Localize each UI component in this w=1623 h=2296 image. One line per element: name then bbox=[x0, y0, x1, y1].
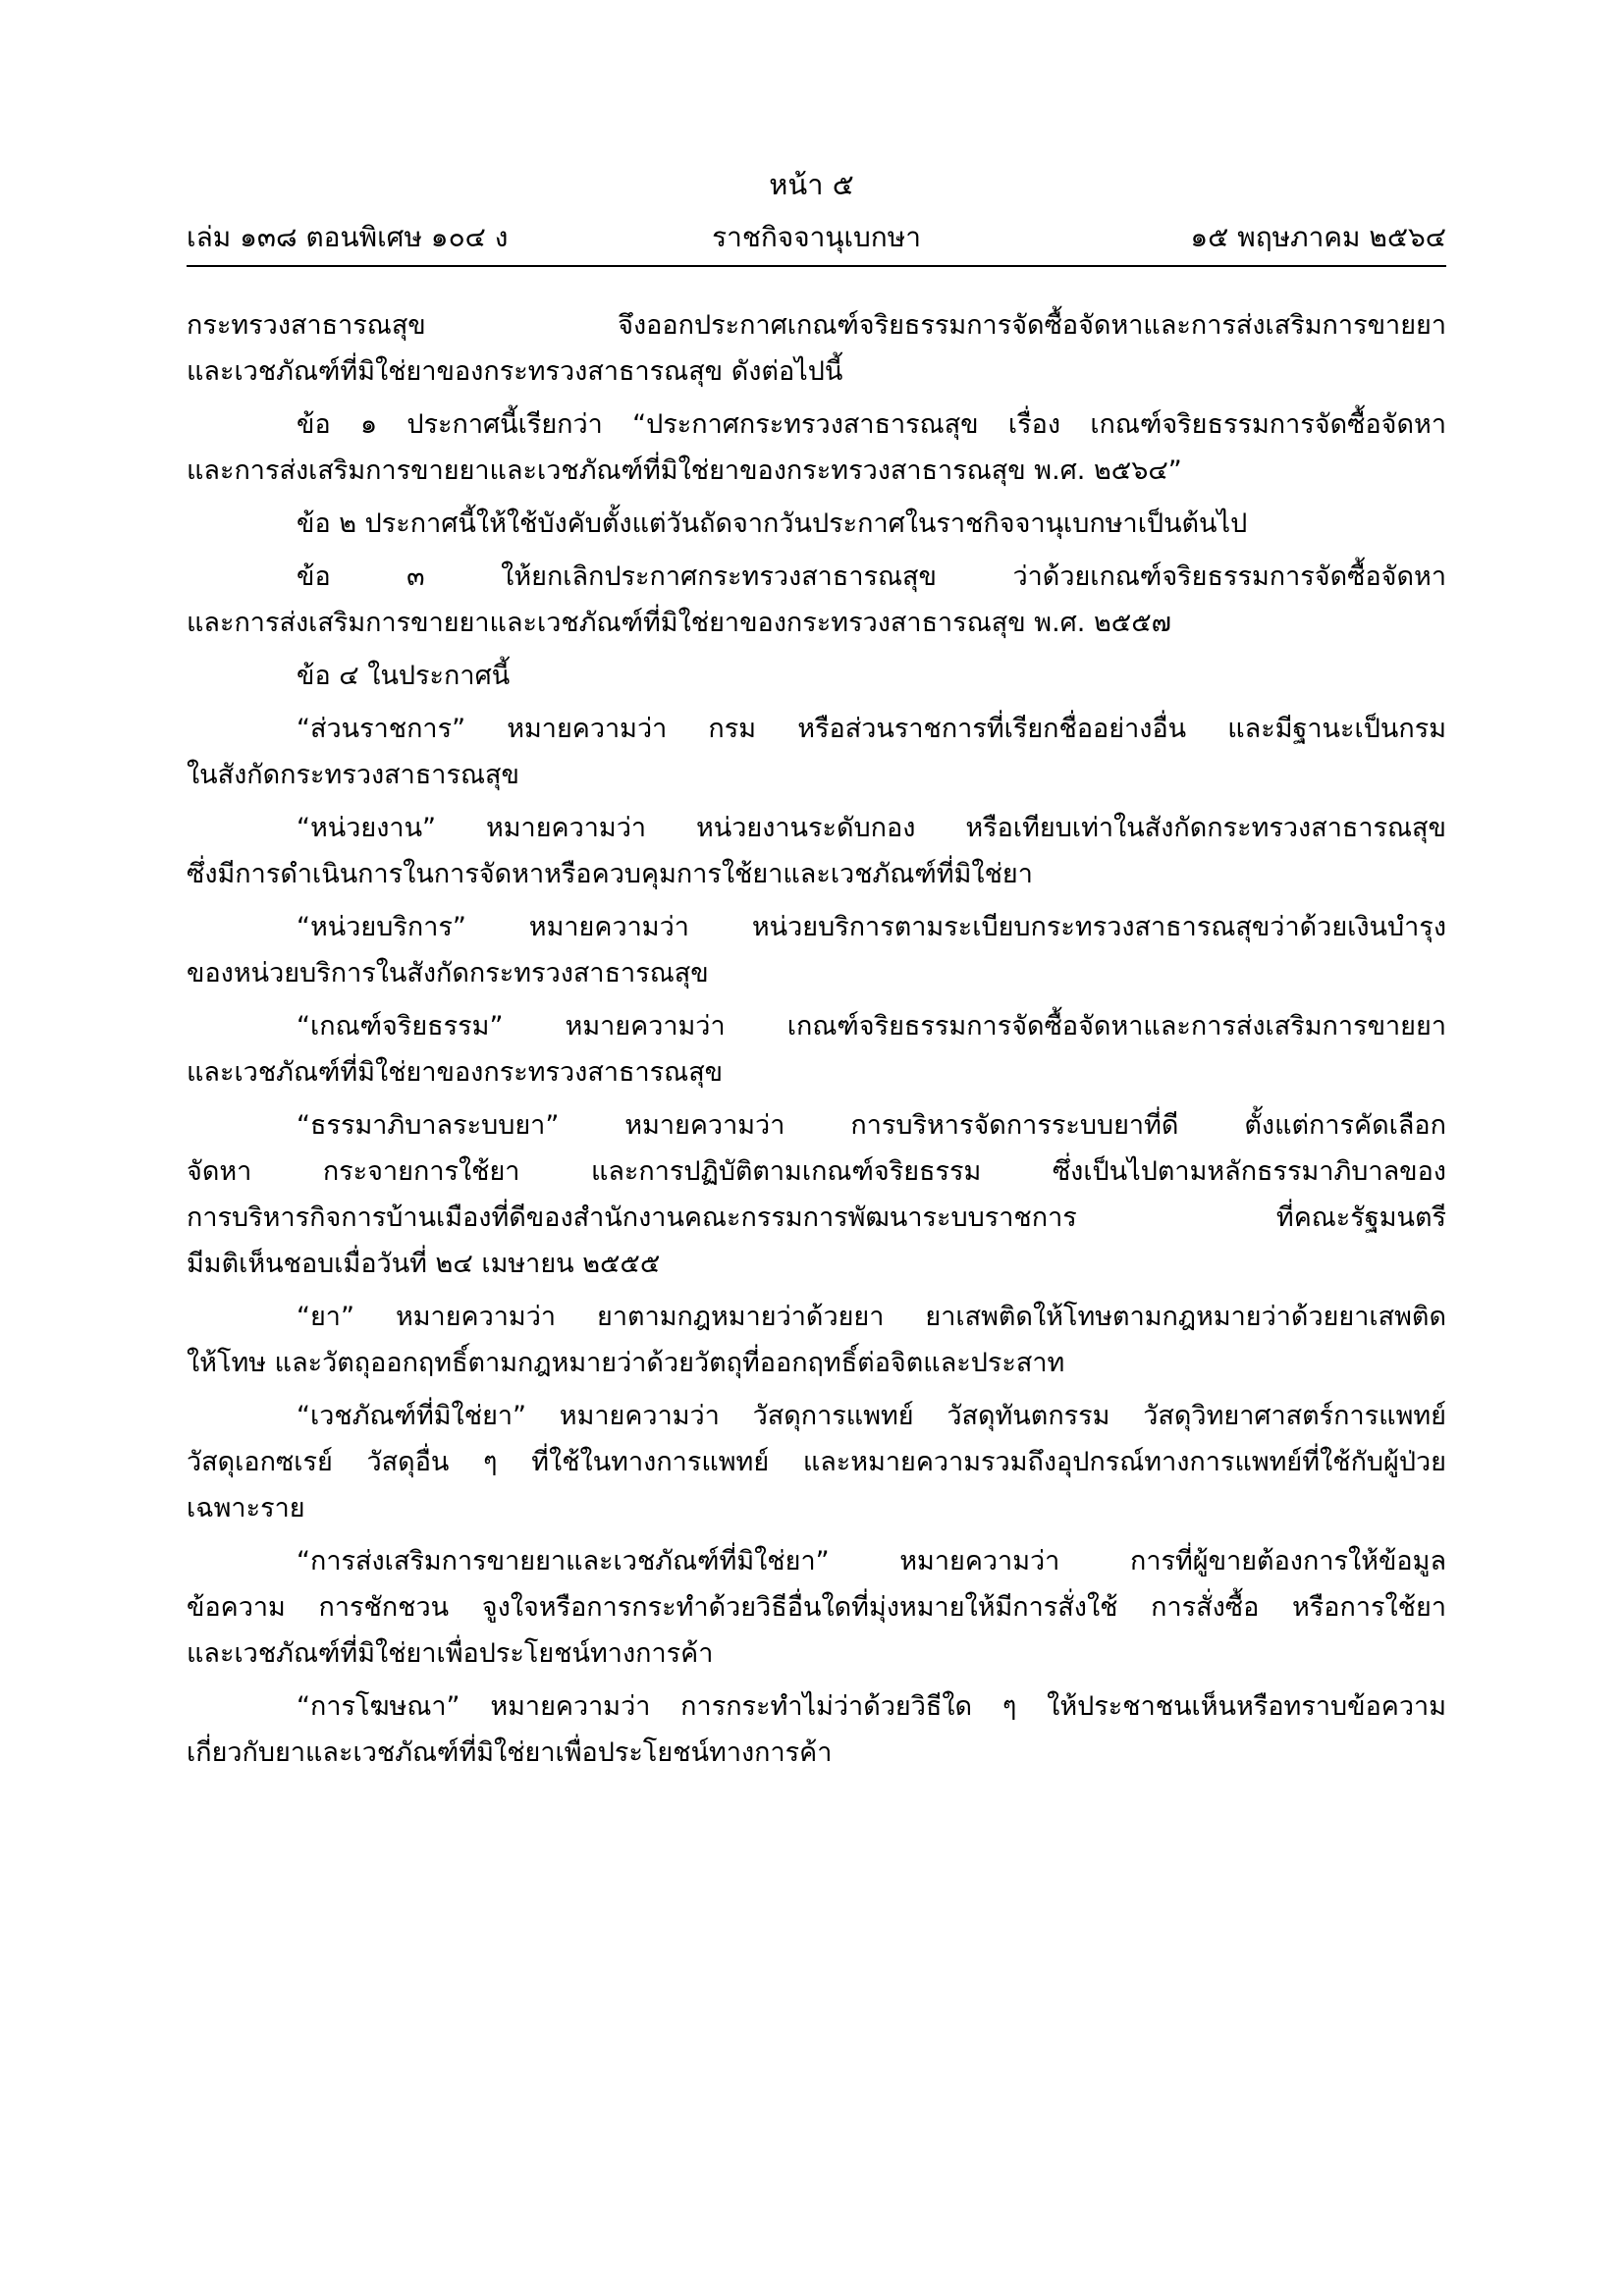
announcement-body bbox=[187, 302, 1446, 1776]
text-line: เกี่ยวกับยาและเวชภัณฑ์ที่มิใช่ยาเพื่อประโยชน์ทางการค้า bbox=[187, 1737, 833, 1768]
text-line: ให้โทษ และวัตถุออกฤทธิ์ตามกฎหมายว่าด้วยวัตถุที่ออกฤทธิ์ต่อจิตและประสาท bbox=[187, 1348, 1065, 1378]
text-line: ในสังกัดกระทรวงสาธารณสุข bbox=[187, 760, 519, 790]
gazette-title: ราชกิจจานุเบกษา bbox=[712, 221, 921, 253]
definition-non-drug-supplies: “เวชภัณฑ์ที่มิใช่ยา” หมายความว่า วัสดุการแพทย์ วัสดุทันตกรรม วัสดุวิทยาศาสตร์การแพทย์ bbox=[297, 1401, 1446, 1431]
definition-advertising: “การโฆษณา” หมายความว่า การกระทำไม่ว่าด้วยวิธีใด ๆ ให้ประชาชนเห็นหรือทราบข้อความ bbox=[297, 1691, 1446, 1722]
clause-4: ข้อ ๔ ในประกาศนี้ bbox=[297, 661, 511, 691]
clause-2: ข้อ ๒ ประกาศนี้ให้ใช้บังคับตั้งแต่วันถัดจากวันประกาศในราชกิจจานุเบกษาเป็นต้นไป bbox=[297, 508, 1248, 539]
definition-government-agency: “ส่วนราชการ” หมายความว่า กรม หรือส่วนราชการที่เรียกชื่ออย่างอื่น และมีฐานะเป็นกรม bbox=[297, 714, 1446, 744]
publication-date: ๑๕ พฤษภาคม ๒๕๖๔ bbox=[1190, 221, 1446, 253]
clause-1: ข้อ ๑ ประกาศนี้เรียกว่า “ประกาศกระทรวงสาธารณสุข เรื่อง เกณฑ์จริยธรรมการจัดซื้อจัดหา bbox=[297, 409, 1446, 440]
volume-issue: เล่ม ๑๓๘ ตอนพิเศษ ๑๐๔ ง bbox=[187, 221, 509, 253]
definition-sales-promotion: “การส่งเสริมการขายยาและเวชภัณฑ์ที่มิใช่ยา” หมายความว่า การที่ผู้ขายต้องการให้ข้อมูล bbox=[297, 1546, 1446, 1576]
text-line: จัดหา กระจายการใช้ยา และการปฏิบัติตามเกณฑ์จริยธรรม ซึ่งเป็นไปตามหลักธรรมาภิบาลของ bbox=[187, 1156, 1446, 1187]
text-line: และการส่งเสริมการขายยาและเวชภัณฑ์ที่มิใช่ยาของกระทรวงสาธารณสุข พ.ศ. ๒๕๖๔” bbox=[187, 455, 1182, 486]
header-rule bbox=[187, 265, 1446, 267]
text-line: ข้อความ การชักชวน จูงใจหรือการกระทำด้วยวิธีอื่นใดที่มุ่งหมายให้มีการสั่งใช้ การสั่งซื้อ หรือการใช้ยา bbox=[187, 1592, 1446, 1623]
text-line: และเวชภัณฑ์ที่มิใช่ยาของกระทรวงสาธารณสุข ดังต่อไปนี้ bbox=[187, 356, 843, 387]
text-line: การบริหารกิจการบ้านเมืองที่ดีของสำนักงานคณะกรรมการพัฒนาระบบราชการ ที่คณะรัฐมนตรี bbox=[187, 1202, 1446, 1233]
text-line: ซึ่งมีการดำเนินการในการจัดหาหรือควบคุมการใช้ยาและเวชภัณฑ์ที่มิใช่ยา bbox=[187, 859, 1033, 889]
definition-service-unit: “หน่วยบริการ” หมายความว่า หน่วยบริการตามระเบียบกระทรวงสาธารณสุขว่าด้วยเงินบำรุง bbox=[297, 912, 1446, 942]
definition-ethical-criteria: “เกณฑ์จริยธรรม” หมายความว่า เกณฑ์จริยธรรมการจัดซื้อจัดหาและการส่งเสริมการขายยา bbox=[297, 1011, 1446, 1041]
text-line: และเวชภัณฑ์ที่มิใช่ยาเพื่อประโยชน์ทางการค้า bbox=[187, 1638, 714, 1669]
definition-drug-governance: “ธรรมาภิบาลระบบยา” หมายความว่า การบริหารจัดการระบบยาที่ดี ตั้งแต่การคัดเลือก bbox=[297, 1110, 1446, 1141]
text-line: กระทรวงสาธารณสุข จึงออกประกาศเกณฑ์จริยธรรมการจัดซื้อจัดหาและการส่งเสริมการขายยา bbox=[187, 310, 1446, 341]
text-line: และการส่งเสริมการขายยาและเวชภัณฑ์ที่มิใช่ยาของกระทรวงสาธารณสุข พ.ศ. ๒๕๕๗ bbox=[187, 608, 1171, 638]
text-line: วัสดุเอกซเรย์ วัสดุอื่น ๆ ที่ใช้ในทางการแพทย์ และหมายความรวมถึงอุปกรณ์ทางการแพทย์ที่ใช้กับผู้ป่วย bbox=[187, 1447, 1446, 1477]
text-line: เฉพาะราย bbox=[187, 1493, 305, 1523]
page-number: หน้า ๕ bbox=[769, 168, 854, 201]
clause-3: ข้อ ๓ ให้ยกเลิกประกาศกระทรวงสาธารณสุข ว่าด้วยเกณฑ์จริยธรรมการจัดซื้อจัดหา bbox=[297, 561, 1446, 592]
text-line: และเวชภัณฑ์ที่มิใช่ยาของกระทรวงสาธารณสุข bbox=[187, 1057, 724, 1088]
text-line: มีมติเห็นชอบเมื่อวันที่ ๒๔ เมษายน ๒๕๕๕ bbox=[187, 1249, 661, 1279]
definition-drug: “ยา” หมายความว่า ยาตามกฎหมายว่าด้วยยา ยาเสพติดให้โทษตามกฎหมายว่าด้วยยาเสพติด bbox=[297, 1302, 1446, 1332]
definition-unit: “หน่วยงาน” หมายความว่า หน่วยงานระดับกอง หรือเทียบเท่าในสังกัดกระทรวงสาธารณสุข bbox=[297, 813, 1446, 843]
gazette-header bbox=[187, 218, 1446, 257]
text-line: ของหน่วยบริการในสังกัดกระทรวงสาธารณสุข bbox=[187, 958, 709, 988]
